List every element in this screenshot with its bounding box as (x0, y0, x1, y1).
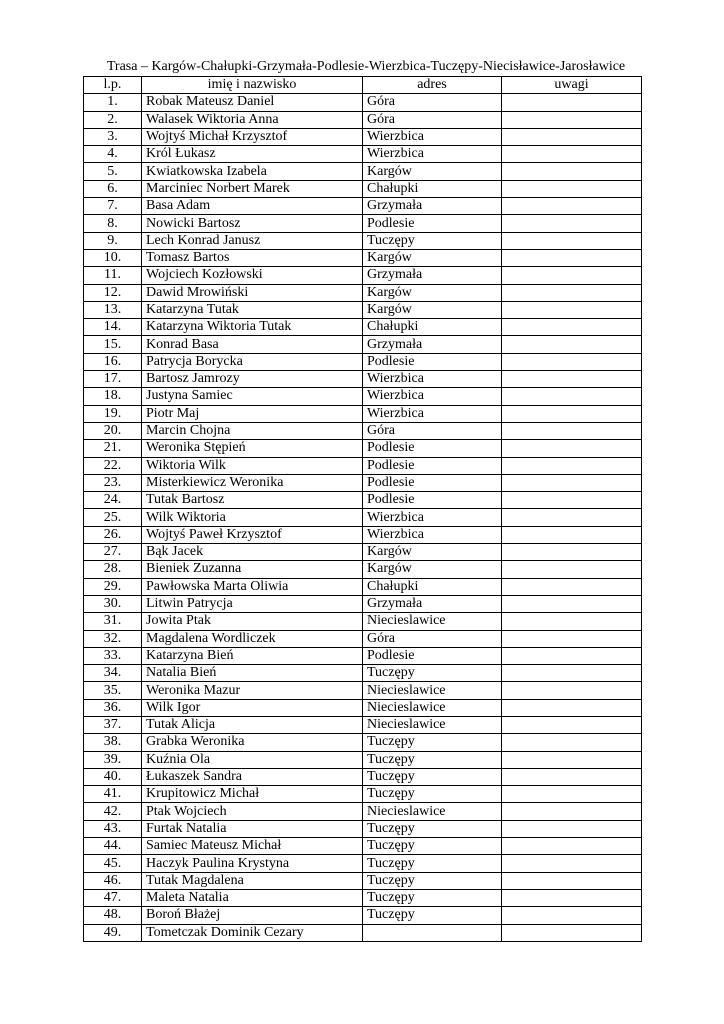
address: Tuczępy (363, 907, 502, 924)
table-row (84, 595, 642, 612)
notes (502, 422, 642, 439)
table-row (84, 457, 642, 474)
person-name: Misterkiewicz Weronika (142, 474, 363, 491)
address: Chałupki (363, 578, 502, 595)
row-number: 25. (84, 509, 142, 526)
address: Grzymała (363, 336, 502, 353)
person-name: Katarzyna Bień (142, 647, 363, 664)
notes (502, 526, 642, 543)
person-name: Kwiatkowska Izabela (142, 163, 363, 180)
address: Podlesie (363, 474, 502, 491)
person-name: Bartosz Jamrozy (142, 371, 363, 388)
table-row (84, 215, 642, 232)
notes (502, 198, 642, 215)
row-number: 37. (84, 716, 142, 733)
address: Podlesie (363, 647, 502, 664)
person-name: Wilk Wiktoria (142, 509, 363, 526)
row-number: 15. (84, 336, 142, 353)
row-number: 3. (84, 128, 142, 145)
address: Niecieslawice (363, 803, 502, 820)
table-row (84, 440, 642, 457)
row-number: 27. (84, 544, 142, 561)
table-row (84, 111, 642, 128)
header-notes: uwagi (502, 77, 642, 94)
notes (502, 163, 642, 180)
row-number: 33. (84, 647, 142, 664)
table-row (84, 872, 642, 889)
row-number: 41. (84, 786, 142, 803)
row-number: 30. (84, 595, 142, 612)
person-name: Katarzyna Wiktoria Tutak (142, 319, 363, 336)
table-row (84, 94, 642, 111)
address: Tuczępy (363, 786, 502, 803)
person-name: Haczyk Paulina Krystyna (142, 855, 363, 872)
address: Tuczępy (363, 768, 502, 785)
person-name: Robak Mateusz Daniel (142, 94, 363, 111)
table-row (84, 198, 642, 215)
table-row (84, 682, 642, 699)
notes (502, 803, 642, 820)
table-row (84, 786, 642, 803)
person-name: Ptak Wojciech (142, 803, 363, 820)
person-name: Dawid Mrowiński (142, 284, 363, 301)
address: Kargów (363, 544, 502, 561)
table-row (84, 371, 642, 388)
table-row (84, 647, 642, 664)
table-row (84, 180, 642, 197)
notes (502, 94, 642, 111)
table-row (84, 751, 642, 768)
address: Podlesie (363, 440, 502, 457)
table-row (84, 803, 642, 820)
notes (502, 630, 642, 647)
address: Grzymała (363, 595, 502, 612)
table-row (84, 907, 642, 924)
table-row (84, 422, 642, 439)
row-number: 22. (84, 457, 142, 474)
address: Tuczępy (363, 751, 502, 768)
row-number: 8. (84, 215, 142, 232)
table-header-row (84, 77, 642, 94)
address: Wierzbica (363, 388, 502, 405)
person-name: Tutak Bartosz (142, 492, 363, 509)
notes (502, 128, 642, 145)
person-name: Wilk Igor (142, 699, 363, 716)
row-number: 20. (84, 422, 142, 439)
row-number: 34. (84, 665, 142, 682)
person-name: Samiec Mateusz Michał (142, 838, 363, 855)
address: Kargów (363, 249, 502, 266)
address: Góra (363, 94, 502, 111)
address: Niecieslawice (363, 716, 502, 733)
notes (502, 734, 642, 751)
notes (502, 388, 642, 405)
notes (502, 924, 642, 941)
notes (502, 595, 642, 612)
notes (502, 889, 642, 906)
person-name: Maleta Natalia (142, 889, 363, 906)
notes (502, 336, 642, 353)
table-row (84, 267, 642, 284)
row-number: 1. (84, 94, 142, 111)
notes (502, 578, 642, 595)
person-name: Wojtyś Michał Krzysztof (142, 128, 363, 145)
person-name: Łukaszek Sandra (142, 768, 363, 785)
person-name: Bieniek Zuzanna (142, 561, 363, 578)
person-name: Boroń Błażej (142, 907, 363, 924)
table-row (84, 544, 642, 561)
address: Kargów (363, 284, 502, 301)
notes (502, 353, 642, 370)
table-row (84, 319, 642, 336)
notes (502, 474, 642, 491)
notes (502, 301, 642, 318)
document-title: Trasa – Kargów-Chałupki-Grzymała-Podlesie-Wierzbica-Tuczępy-Niecisławice-Jarosławice (106, 59, 626, 74)
row-number: 18. (84, 388, 142, 405)
address: Grzymała (363, 198, 502, 215)
person-name: Walasek Wiktoria Anna (142, 111, 363, 128)
person-name: Konrad Basa (142, 336, 363, 353)
table-row (84, 232, 642, 249)
address: Góra (363, 422, 502, 439)
address: Wierzbica (363, 509, 502, 526)
notes (502, 267, 642, 284)
row-number: 32. (84, 630, 142, 647)
address: Podlesie (363, 492, 502, 509)
table-row (84, 353, 642, 370)
notes (502, 319, 642, 336)
table-row (84, 474, 642, 491)
address: Niecieslawice (363, 682, 502, 699)
row-number: 45. (84, 855, 142, 872)
person-name: Weronika Mazur (142, 682, 363, 699)
notes (502, 371, 642, 388)
person-name: Basa Adam (142, 198, 363, 215)
notes (502, 682, 642, 699)
notes (502, 665, 642, 682)
row-number: 21. (84, 440, 142, 457)
notes (502, 111, 642, 128)
row-number: 28. (84, 561, 142, 578)
table-row (84, 734, 642, 751)
person-name: Weronika Stępień (142, 440, 363, 457)
person-name: Król Łukasz (142, 146, 363, 163)
person-name: Wojciech Kozłowski (142, 267, 363, 284)
table-row (84, 526, 642, 543)
row-number: 35. (84, 682, 142, 699)
table-row (84, 336, 642, 353)
person-name: Litwin Patrycja (142, 595, 363, 612)
notes (502, 215, 642, 232)
address: Chałupki (363, 319, 502, 336)
row-number: 9. (84, 232, 142, 249)
address: Wierzbica (363, 371, 502, 388)
notes (502, 146, 642, 163)
notes (502, 284, 642, 301)
row-number: 24. (84, 492, 142, 509)
row-number: 39. (84, 751, 142, 768)
table-row (84, 388, 642, 405)
table-row (84, 163, 642, 180)
row-number: 12. (84, 284, 142, 301)
person-name: Pawłowska Marta Oliwia (142, 578, 363, 595)
row-number: 17. (84, 371, 142, 388)
notes (502, 457, 642, 474)
table-row (84, 889, 642, 906)
person-name: Marcin Chojna (142, 422, 363, 439)
table-row (84, 146, 642, 163)
address: Kargów (363, 301, 502, 318)
table-row (84, 613, 642, 630)
notes (502, 716, 642, 733)
address: Podlesie (363, 457, 502, 474)
row-number: 46. (84, 872, 142, 889)
table-row (84, 492, 642, 509)
address: Tuczępy (363, 734, 502, 751)
person-name: Tutak Alicja (142, 716, 363, 733)
notes (502, 509, 642, 526)
notes (502, 249, 642, 266)
address: Tuczępy (363, 665, 502, 682)
address: Kargów (363, 163, 502, 180)
table-row (84, 665, 642, 682)
address: Tuczępy (363, 820, 502, 837)
person-name: Tutak Magdalena (142, 872, 363, 889)
person-name: Furtak Natalia (142, 820, 363, 837)
person-name: Kuźnia Ola (142, 751, 363, 768)
notes (502, 751, 642, 768)
person-name: Natalia Bień (142, 665, 363, 682)
row-number: 7. (84, 198, 142, 215)
table-row (84, 284, 642, 301)
table-body (84, 94, 642, 942)
notes (502, 544, 642, 561)
address (363, 924, 502, 941)
notes (502, 440, 642, 457)
row-number: 40. (84, 768, 142, 785)
table-row (84, 561, 642, 578)
address: Wierzbica (363, 526, 502, 543)
table-row (84, 301, 642, 318)
table-row (84, 578, 642, 595)
row-number: 36. (84, 699, 142, 716)
address: Kargów (363, 561, 502, 578)
notes (502, 838, 642, 855)
address: Grzymała (363, 267, 502, 284)
notes (502, 786, 642, 803)
row-number: 26. (84, 526, 142, 543)
person-name: Wiktoria Wilk (142, 457, 363, 474)
row-number: 47. (84, 889, 142, 906)
header-address: adres (363, 77, 502, 94)
address: Wierzbica (363, 405, 502, 422)
notes (502, 907, 642, 924)
row-number: 43. (84, 820, 142, 837)
row-number: 19. (84, 405, 142, 422)
student-route-table (83, 76, 642, 942)
person-name: Magdalena Wordliczek (142, 630, 363, 647)
table-row (84, 768, 642, 785)
notes (502, 561, 642, 578)
row-number: 13. (84, 301, 142, 318)
row-number: 38. (84, 734, 142, 751)
person-name: Katarzyna Tutak (142, 301, 363, 318)
table-row (84, 924, 642, 941)
person-name: Nowicki Bartosz (142, 215, 363, 232)
row-number: 48. (84, 907, 142, 924)
address: Tuczępy (363, 872, 502, 889)
row-number: 5. (84, 163, 142, 180)
address: Tuczępy (363, 855, 502, 872)
table-row (84, 820, 642, 837)
address: Góra (363, 111, 502, 128)
row-number: 23. (84, 474, 142, 491)
row-number: 42. (84, 803, 142, 820)
table-row (84, 249, 642, 266)
address: Wierzbica (363, 128, 502, 145)
row-number: 11. (84, 267, 142, 284)
address: Podlesie (363, 215, 502, 232)
person-name: Jowita Ptak (142, 613, 363, 630)
header-lp: l.p. (84, 77, 142, 94)
notes (502, 180, 642, 197)
notes (502, 647, 642, 664)
address: Niecieslawice (363, 613, 502, 630)
notes (502, 232, 642, 249)
person-name: Tomasz Bartos (142, 249, 363, 266)
person-name: Piotr Maj (142, 405, 363, 422)
row-number: 49. (84, 924, 142, 941)
row-number: 31. (84, 613, 142, 630)
person-name: Lech Konrad Janusz (142, 232, 363, 249)
address: Tuczępy (363, 838, 502, 855)
row-number: 4. (84, 146, 142, 163)
address: Tuczępy (363, 232, 502, 249)
address: Niecieslawice (363, 699, 502, 716)
person-name: Marciniec Norbert Marek (142, 180, 363, 197)
row-number: 29. (84, 578, 142, 595)
row-number: 2. (84, 111, 142, 128)
address: Chałupki (363, 180, 502, 197)
notes (502, 699, 642, 716)
row-number: 10. (84, 249, 142, 266)
person-name: Patrycja Borycka (142, 353, 363, 370)
address: Góra (363, 630, 502, 647)
address: Wierzbica (363, 146, 502, 163)
person-name: Grabka Weronika (142, 734, 363, 751)
header-name: imię i nazwisko (142, 77, 363, 94)
row-number: 44. (84, 838, 142, 855)
table-row (84, 630, 642, 647)
person-name: Wojtyś Paweł Krzysztof (142, 526, 363, 543)
notes (502, 820, 642, 837)
table-row (84, 699, 642, 716)
table-row (84, 838, 642, 855)
notes (502, 405, 642, 422)
person-name: Justyna Samiec (142, 388, 363, 405)
person-name: Tometczak Dominik Cezary (142, 924, 363, 941)
address: Podlesie (363, 353, 502, 370)
table-row (84, 855, 642, 872)
notes (502, 872, 642, 889)
notes (502, 492, 642, 509)
row-number: 14. (84, 319, 142, 336)
notes (502, 613, 642, 630)
person-name: Bąk Jacek (142, 544, 363, 561)
row-number: 6. (84, 180, 142, 197)
person-name: Krupitowicz Michał (142, 786, 363, 803)
table-row (84, 509, 642, 526)
notes (502, 768, 642, 785)
notes (502, 855, 642, 872)
address: Tuczępy (363, 889, 502, 906)
table-row (84, 128, 642, 145)
table-row (84, 405, 642, 422)
row-number: 16. (84, 353, 142, 370)
table-row (84, 716, 642, 733)
